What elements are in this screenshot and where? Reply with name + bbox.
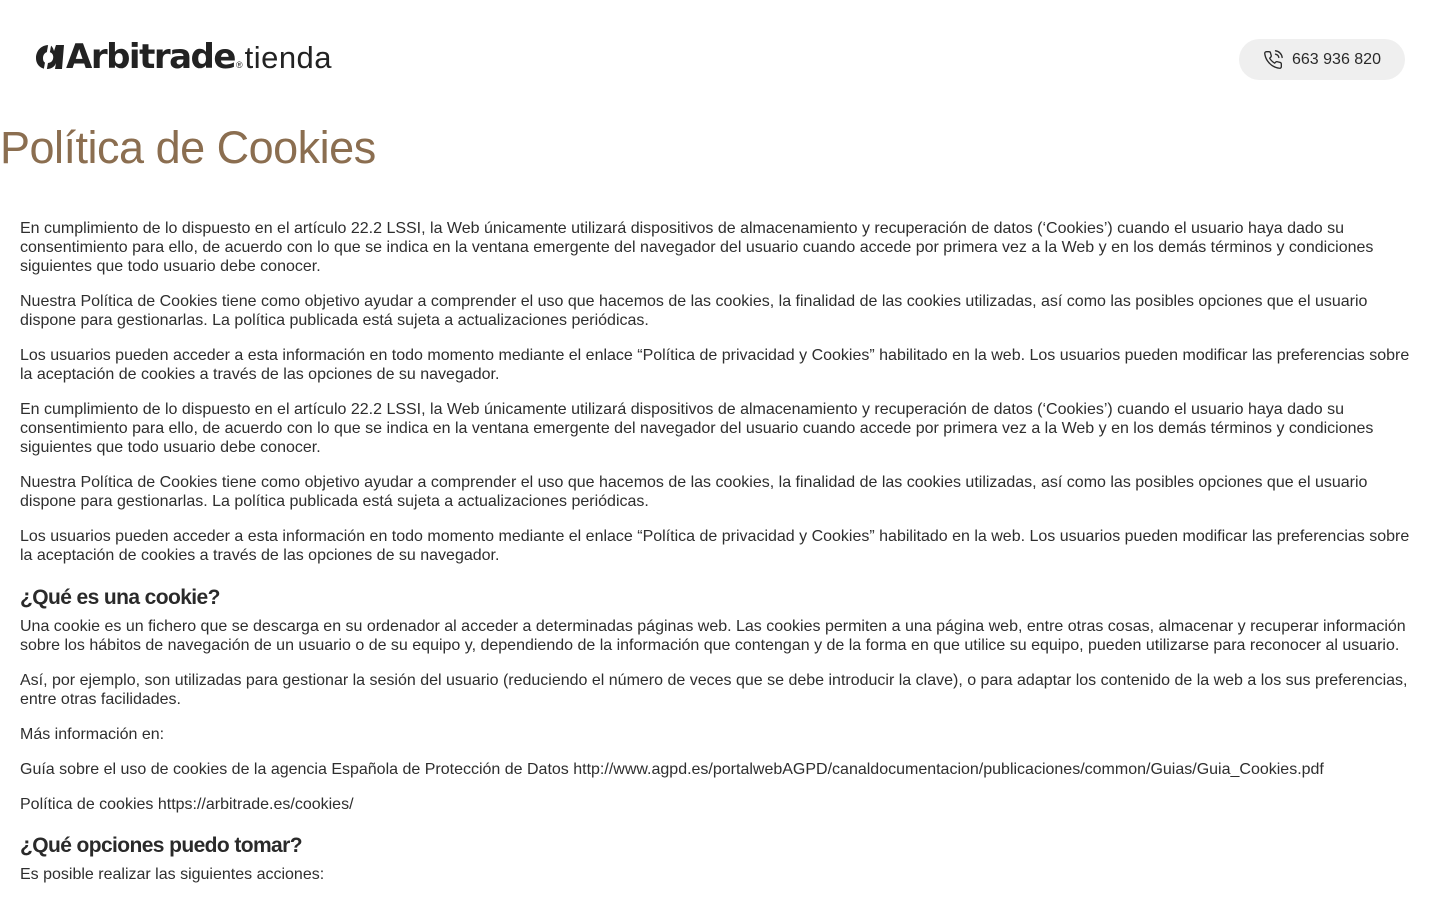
agpd-guide-link-paragraph[interactable]: Guía sobre el uso de cookies de la agencia Española de Protección de Datos http://www.agpd.es/portalwebAGPD/canaldocumentacion/publicaciones/common/Guias/Guia_Cookies.pdf xyxy=(20,761,1324,778)
phone-label: 663 936 820 xyxy=(1292,50,1381,68)
page-title: Política de Cookies xyxy=(0,122,376,173)
section-heading-what-is-cookie: ¿Qué es una cookie? xyxy=(20,586,220,609)
logo-suffix: tienda xyxy=(244,40,333,75)
paragraph: Una cookie es un fichero que se descarga en su ordenador al acceder a determinadas páginas web. Las cookies permiten a una página web, entre otras cosas, almacenar y recuperar información sobre los hábitos de navegación de un usuario o de su equipo y, dependiendo de la información que contengan y de la forma en que utilice su equipo, pueden utilizarse para reconocer al usuario. xyxy=(20,618,1406,654)
site-header xyxy=(0,0,1440,120)
paragraph: Nuestra Política de Cookies tiene como objetivo ayudar a comprender el uso que hacemos de las cookies, la finalidad de las cookies utilizadas, así como las posibles opciones que el usuario dispone para gestionarlas. La política publicada está sujeta a actualizaciones periódicas. xyxy=(20,293,1368,329)
paragraph: Es posible realizar las siguientes acciones: xyxy=(20,866,325,883)
paragraph: Más información en: xyxy=(20,726,165,743)
arbitrade-logo-mark-icon xyxy=(34,42,64,72)
paragraph: Así, por ejemplo, son utilizadas para gestionar la sesión del usuario (reduciendo el número de veces que se debe introducir la clave), o para adaptar los contenido de la web a los sus preferencias, entre otras facilidades. xyxy=(20,672,1408,708)
paragraph: Los usuarios pueden acceder a esta información en todo momento mediante el enlace “Política de privacidad y Cookies” habilitado en la web. Los usuarios pueden modificar las preferencias sobre la aceptación de cookies a través de las opciones de su navegador. xyxy=(20,528,1410,564)
logo-registered-mark: ® xyxy=(235,60,243,70)
policy-content xyxy=(20,219,1420,900)
paragraph: Los usuarios pueden acceder a esta información en todo momento mediante el enlace “Política de privacidad y Cookies” habilitado en la web. Los usuarios pueden modificar las preferencias sobre la aceptación de cookies a través de las opciones de su navegador. xyxy=(20,347,1410,383)
paragraph: En cumplimiento de lo dispuesto en el artículo 22.2 LSSI, la Web únicamente utilizará dispositivos de almacenamiento y recuperación de datos (‘Cookies’) cuando el usuario haya dado su consentimiento para ello, de acuerdo con lo que se indica en la ventana emergente del navegador del usuario cuando accede por primera vez a la Web y en los demás términos y condiciones siguientes que todo usuario debe conocer. xyxy=(20,220,1374,275)
site-logo[interactable] xyxy=(34,37,333,77)
logo-brand: Arbitrade xyxy=(66,37,235,77)
section-heading-options: ¿Qué opciones puedo tomar? xyxy=(20,834,302,857)
paragraph: Nuestra Política de Cookies tiene como objetivo ayudar a comprender el uso que hacemos de las cookies, la finalidad de las cookies utilizadas, así como las posibles opciones que el usuario dispone para gestionarlas. La política publicada está sujeta a actualizaciones periódicas. xyxy=(20,474,1368,510)
paragraph: En cumplimiento de lo dispuesto en el artículo 22.2 LSSI, la Web únicamente utilizará dispositivos de almacenamiento y recuperación de datos (‘Cookies’) cuando el usuario haya dado su consentimiento para ello, de acuerdo con lo que se indica en la ventana emergente del navegador del usuario cuando accede por primera vez a la Web y en los demás términos y condiciones siguientes que todo usuario debe conocer. xyxy=(20,401,1374,456)
phone-icon xyxy=(1263,50,1283,70)
cookies-policy-link-paragraph[interactable]: Política de cookies https://arbitrade.es/cookies/ xyxy=(20,796,354,813)
phone-button[interactable] xyxy=(1239,39,1405,80)
